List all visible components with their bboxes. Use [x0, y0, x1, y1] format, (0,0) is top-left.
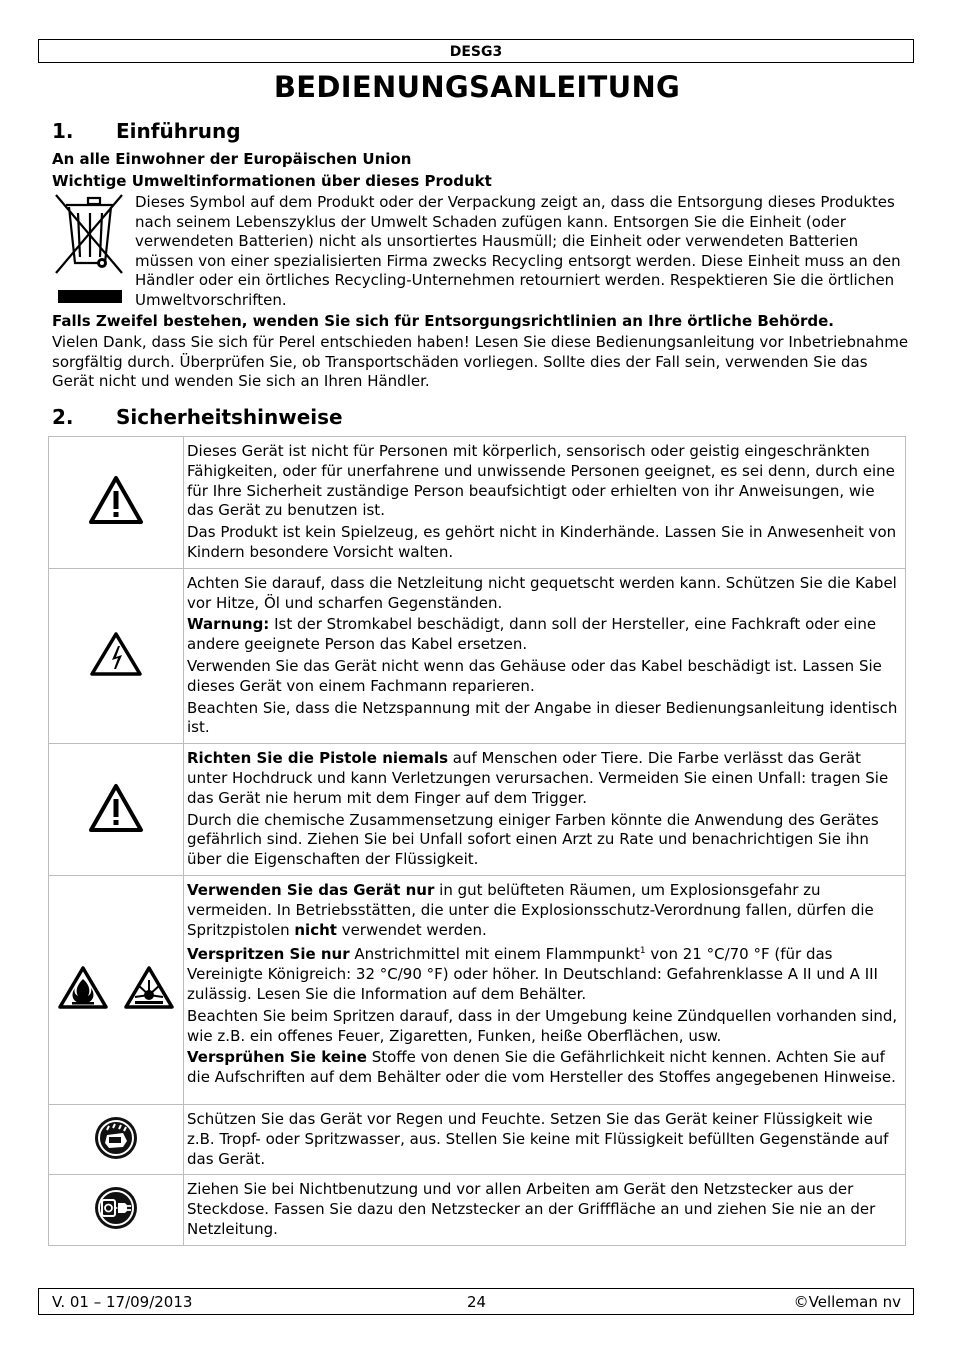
version-label: V. 01 – 17/09/2013 [52, 1293, 193, 1311]
doubt-line: Falls Zweifel bestehen, wenden Sie sich für Entsorgungsrichtlinien an Ihre örtliche Behörde. [52, 312, 834, 330]
text-cell [184, 1104, 906, 1174]
section-2-heading [52, 405, 343, 429]
paragraph [187, 881, 901, 940]
paragraph [187, 1048, 901, 1088]
text: verwendet werden. [336, 920, 487, 939]
safety-row [49, 744, 906, 876]
paragraph: Schützen Sie das Gerät vor Regen und Feuchte. Setzen Sie das Gerät keiner Flüssigkeit wie z.B. Tropf- oder Spritzwasser, aus. Stellen Sie keine mit Flüssigkeit befüllten Gegenstände auf das Gerät. [187, 1109, 889, 1168]
warning-triangle-icon [88, 475, 144, 525]
bold-text: Versprühen Sie keine [187, 1048, 367, 1067]
paragraph: Verwenden Sie das Gerät nicht wenn das Gehäuse oder das Kabel beschädigt ist. Lassen Sie dieses Gerät von einem Fachmann reparieren. [187, 656, 882, 695]
icon-cell [49, 1104, 184, 1174]
env-line: Wichtige Umweltinformationen über dieses Produkt [52, 172, 492, 190]
safety-row [49, 1175, 906, 1245]
bold-text: Warnung: [187, 615, 270, 634]
section-title: Einführung [116, 119, 241, 143]
keep-dry-icon [93, 1115, 139, 1161]
unplug-icon [93, 1185, 139, 1231]
icon-cell [49, 875, 184, 1104]
safety-row [49, 875, 906, 1104]
section-number: 2. [52, 405, 74, 429]
thanks-paragraph: Vielen Dank, dass Sie sich für Perel entschieden haben! Lesen Sie diese Bedienungsanleitung vor Inbetriebnahme sorgfältig durch. Überprüfen Sie, ob Transportschäden vorliegen. Sollte dies der Fall sein, verwenden Sie das Gerät nicht und wenden Sie sich an Ihren Händler. [52, 333, 909, 391]
weee-crossed-bin-icon [52, 193, 126, 309]
paragraph [187, 942, 901, 1004]
safety-row [49, 568, 906, 743]
eu-line: An alle Einwohner der Europäischen Union [52, 150, 412, 168]
weee-text: Dieses Symbol auf dem Produkt oder der Verpackung zeigt an, dass die Entsorgung dieses Produktes nach seinem Lebenszyklus der Umwelt Schaden zufügen kann. Entsorgen Sie die Einheit (oder verwendeten Batterien) nicht als unsortiertes Hausmüll; die Einheit oder verwendeten Batterien müssen von einer spezialisierten Firma zwecks Recycling entsorgt werden. Diese Einheit muss an den Händler oder ein örtliches Recycling-Unternehmen retourniert werden. Respektieren Sie die örtlichen Umweltvorschriften. [135, 193, 901, 309]
paragraph [187, 615, 901, 655]
text-cell [184, 744, 906, 876]
paragraph: Das Produkt ist kein Spielzeug, es gehört nicht in Kinderhände. Lassen Sie in Anwesenheit von Kindern besondere Vorsicht walten. [187, 523, 897, 561]
paragraph: Beachten Sie beim Spritzen darauf, dass in der Umgebung keine Zündquellen vorhanden sind, wie z.B. ein offenes Feuer, Zigaretten, Funken, heiße Oberflächen, usw. [187, 1006, 898, 1045]
text-cell [184, 568, 906, 743]
text: Ist der Stromkabel beschädigt, dann soll der Hersteller, eine Fachkraft oder eine andere geeignete Person das Kabel ersetzen. [187, 615, 877, 654]
bold-text: Verwenden Sie das Gerät nur [187, 880, 435, 899]
paragraph: Achten Sie darauf, dass die Netzleitung nicht gequetscht werden kann. Schützen Sie die Kabel vor Hitze, Öl und scharfen Gegenständen. [187, 573, 897, 612]
section-title: Sicherheitshinweise [116, 405, 343, 429]
copyright-label: ©Velleman nv [793, 1293, 901, 1311]
text-cell [184, 1175, 906, 1245]
section-1-heading [52, 119, 241, 143]
section-number: 1. [52, 119, 74, 143]
page-footer [38, 1288, 914, 1315]
page-header [38, 39, 914, 63]
warning-triangle-icon [88, 783, 144, 833]
model-label: DESG3 [449, 44, 503, 60]
text: in gut belüfteten Räumen, um Explosionsgefahr zu vermeiden. In Betriebsstätten, die unter die Explosionsschutz-Verordnung fallen, dürfen die Spritzpistolen [187, 880, 874, 939]
bold-text: Verspritzen Sie nur [187, 945, 350, 964]
icon-cell [49, 744, 184, 876]
page-number: 24 [467, 1293, 487, 1311]
footnote-marker: 1 [639, 946, 646, 957]
text: auf Menschen oder Tiere. Die Farbe verlässt das Gerät unter Hochdruck und kann Verletzungen verursachen. Vermeiden Sie einen Unfall: tragen Sie das Gerät nie herum mit dem Finger auf dem Trigger. [187, 749, 889, 807]
text: Stoffe von denen Sie die Gefährlichkeit nicht kennen. Achten Sie auf die Aufschriften auf dem Behälter oder die vom Hersteller des Stoffes angegebenen Hinweise. [187, 1048, 896, 1087]
text: Anstrichmittel mit einem Flammpunkt [349, 945, 640, 964]
text-cell [184, 875, 906, 1104]
paragraph: Beachten Sie, dass die Netzspannung mit der Angabe in dieser Bedienungsanleitung identisch ist. [187, 698, 898, 737]
text-cell [184, 437, 906, 569]
electric-shock-icon [89, 631, 143, 677]
paragraph [187, 749, 901, 808]
bold-text: nicht [294, 920, 337, 939]
paragraph: Dieses Gerät ist nicht für Personen mit körperlich, sensorisch oder geistig eingeschränkten Fähigkeiten, oder für unerfahrene und unwissende Personen geeignet, es sei denn, durch eine für Ihre Sicherheit zuständige Person beaufsichtigt oder erhielten von ihr Anweisungen, wie das Gerät zu benutzen ist. [187, 442, 895, 520]
text: von 21 °C/70 °F (für das Vereinigte Königreich: 32 °C/90 °F) oder höher. In Deutschland: Gefahrenklasse A II und A III zulässig. Lesen Sie die Information auf dem Behälter. [187, 945, 878, 1003]
page-title: BEDIENUNGSANLEITUNG [273, 70, 681, 104]
paragraph: Ziehen Sie bei Nichtbenutzung und vor allen Arbeiten am Gerät den Netzstecker aus der Steckdose. Fassen Sie dazu den Netzstecker an der Grifffläche an und ziehen Sie nie an der Netzleitung. [187, 1180, 876, 1238]
icon-cell [49, 568, 184, 743]
bold-text: Richten Sie die Pistole niemals [187, 749, 449, 768]
safety-row [49, 437, 906, 569]
safety-row [49, 1104, 906, 1174]
icon-cell [49, 437, 184, 569]
icon-cell [49, 1175, 184, 1245]
paragraph: Durch die chemische Zusammensetzung einiger Farben könnte die Anwendung des Gerätes gefährlich sind. Ziehen Sie bei Unfall sofort einen Arzt zu Rate und benachrichtigen Sie ihn über die Eigenschaften der Flüssigkeit. [187, 810, 879, 869]
safety-table [48, 436, 906, 1246]
flammable-icon [57, 965, 109, 1011]
explosive-icon [123, 965, 175, 1011]
